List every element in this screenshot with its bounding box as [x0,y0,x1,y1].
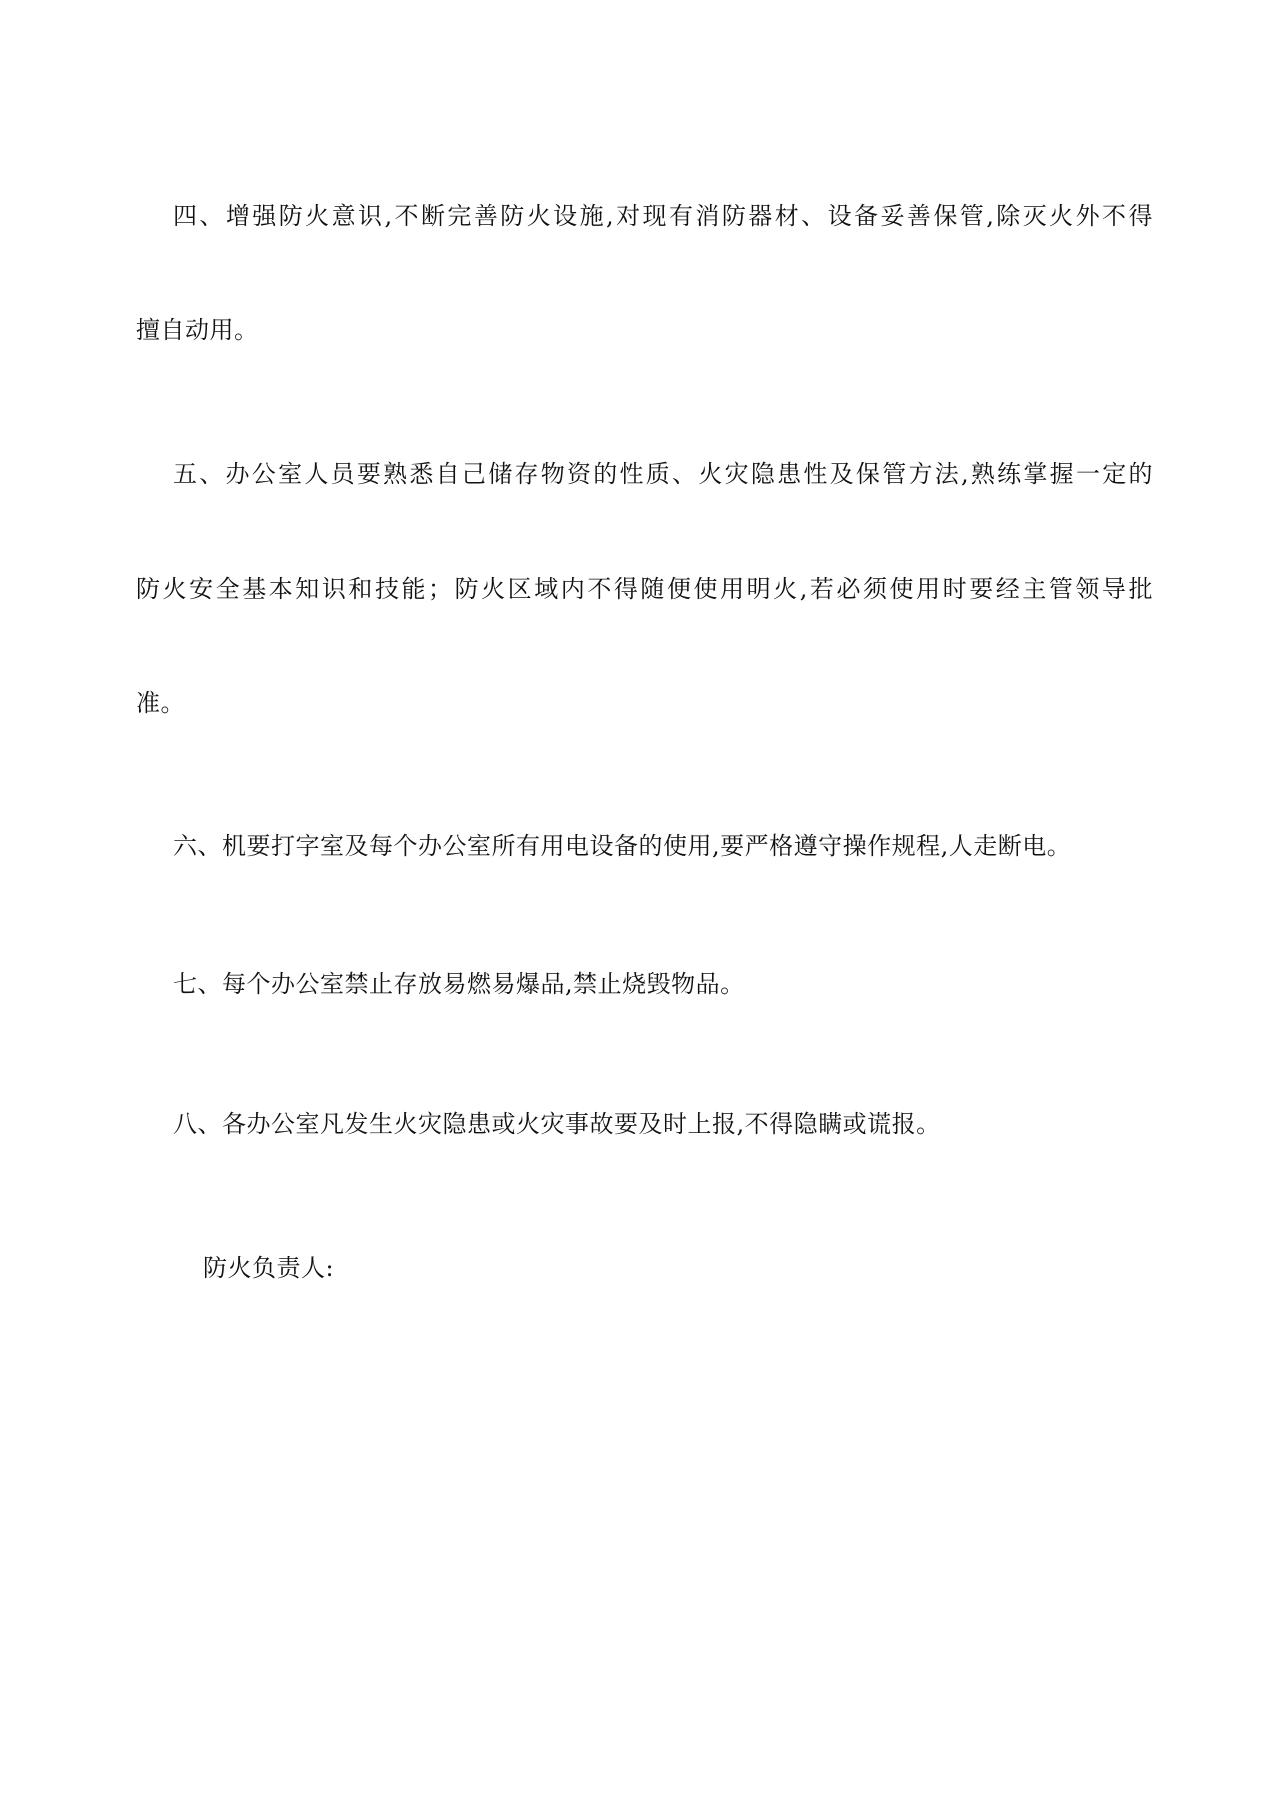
paragraph-5-line-2: 防火安全基本知识和技能；防火区域内不得随便使用明火,若必须使用时要经主管领导批 [136,575,1153,603]
paragraph-7-line-1: 七、每个办公室禁止存放易燃易爆品,禁止烧毁物品。 [173,970,745,998]
paragraph-8-line-1: 八、各办公室凡发生火灾隐患或火灾事故要及时上报,不得隐瞒或谎报。 [173,1110,941,1138]
paragraph-5-line-3: 准。 [136,689,185,717]
paragraph-5-line-1: 五、办公室人员要熟悉自己储存物资的性质、火灾隐患性及保管方法,熟练掌握一定的 [173,460,1153,488]
signature-label: 防火负责人: [203,1254,335,1282]
paragraph-4-line-2: 擅自动用。 [136,316,259,344]
paragraph-4-line-1: 四、增强防火意识,不断完善防火设施,对现有消防器材、设备妥善保管,除灭火外不得 [173,202,1153,230]
paragraph-6-line-1: 六、机要打字室及每个办公室所有用电设备的使用,要严格遵守操作规程,人走断电。 [173,832,1072,860]
